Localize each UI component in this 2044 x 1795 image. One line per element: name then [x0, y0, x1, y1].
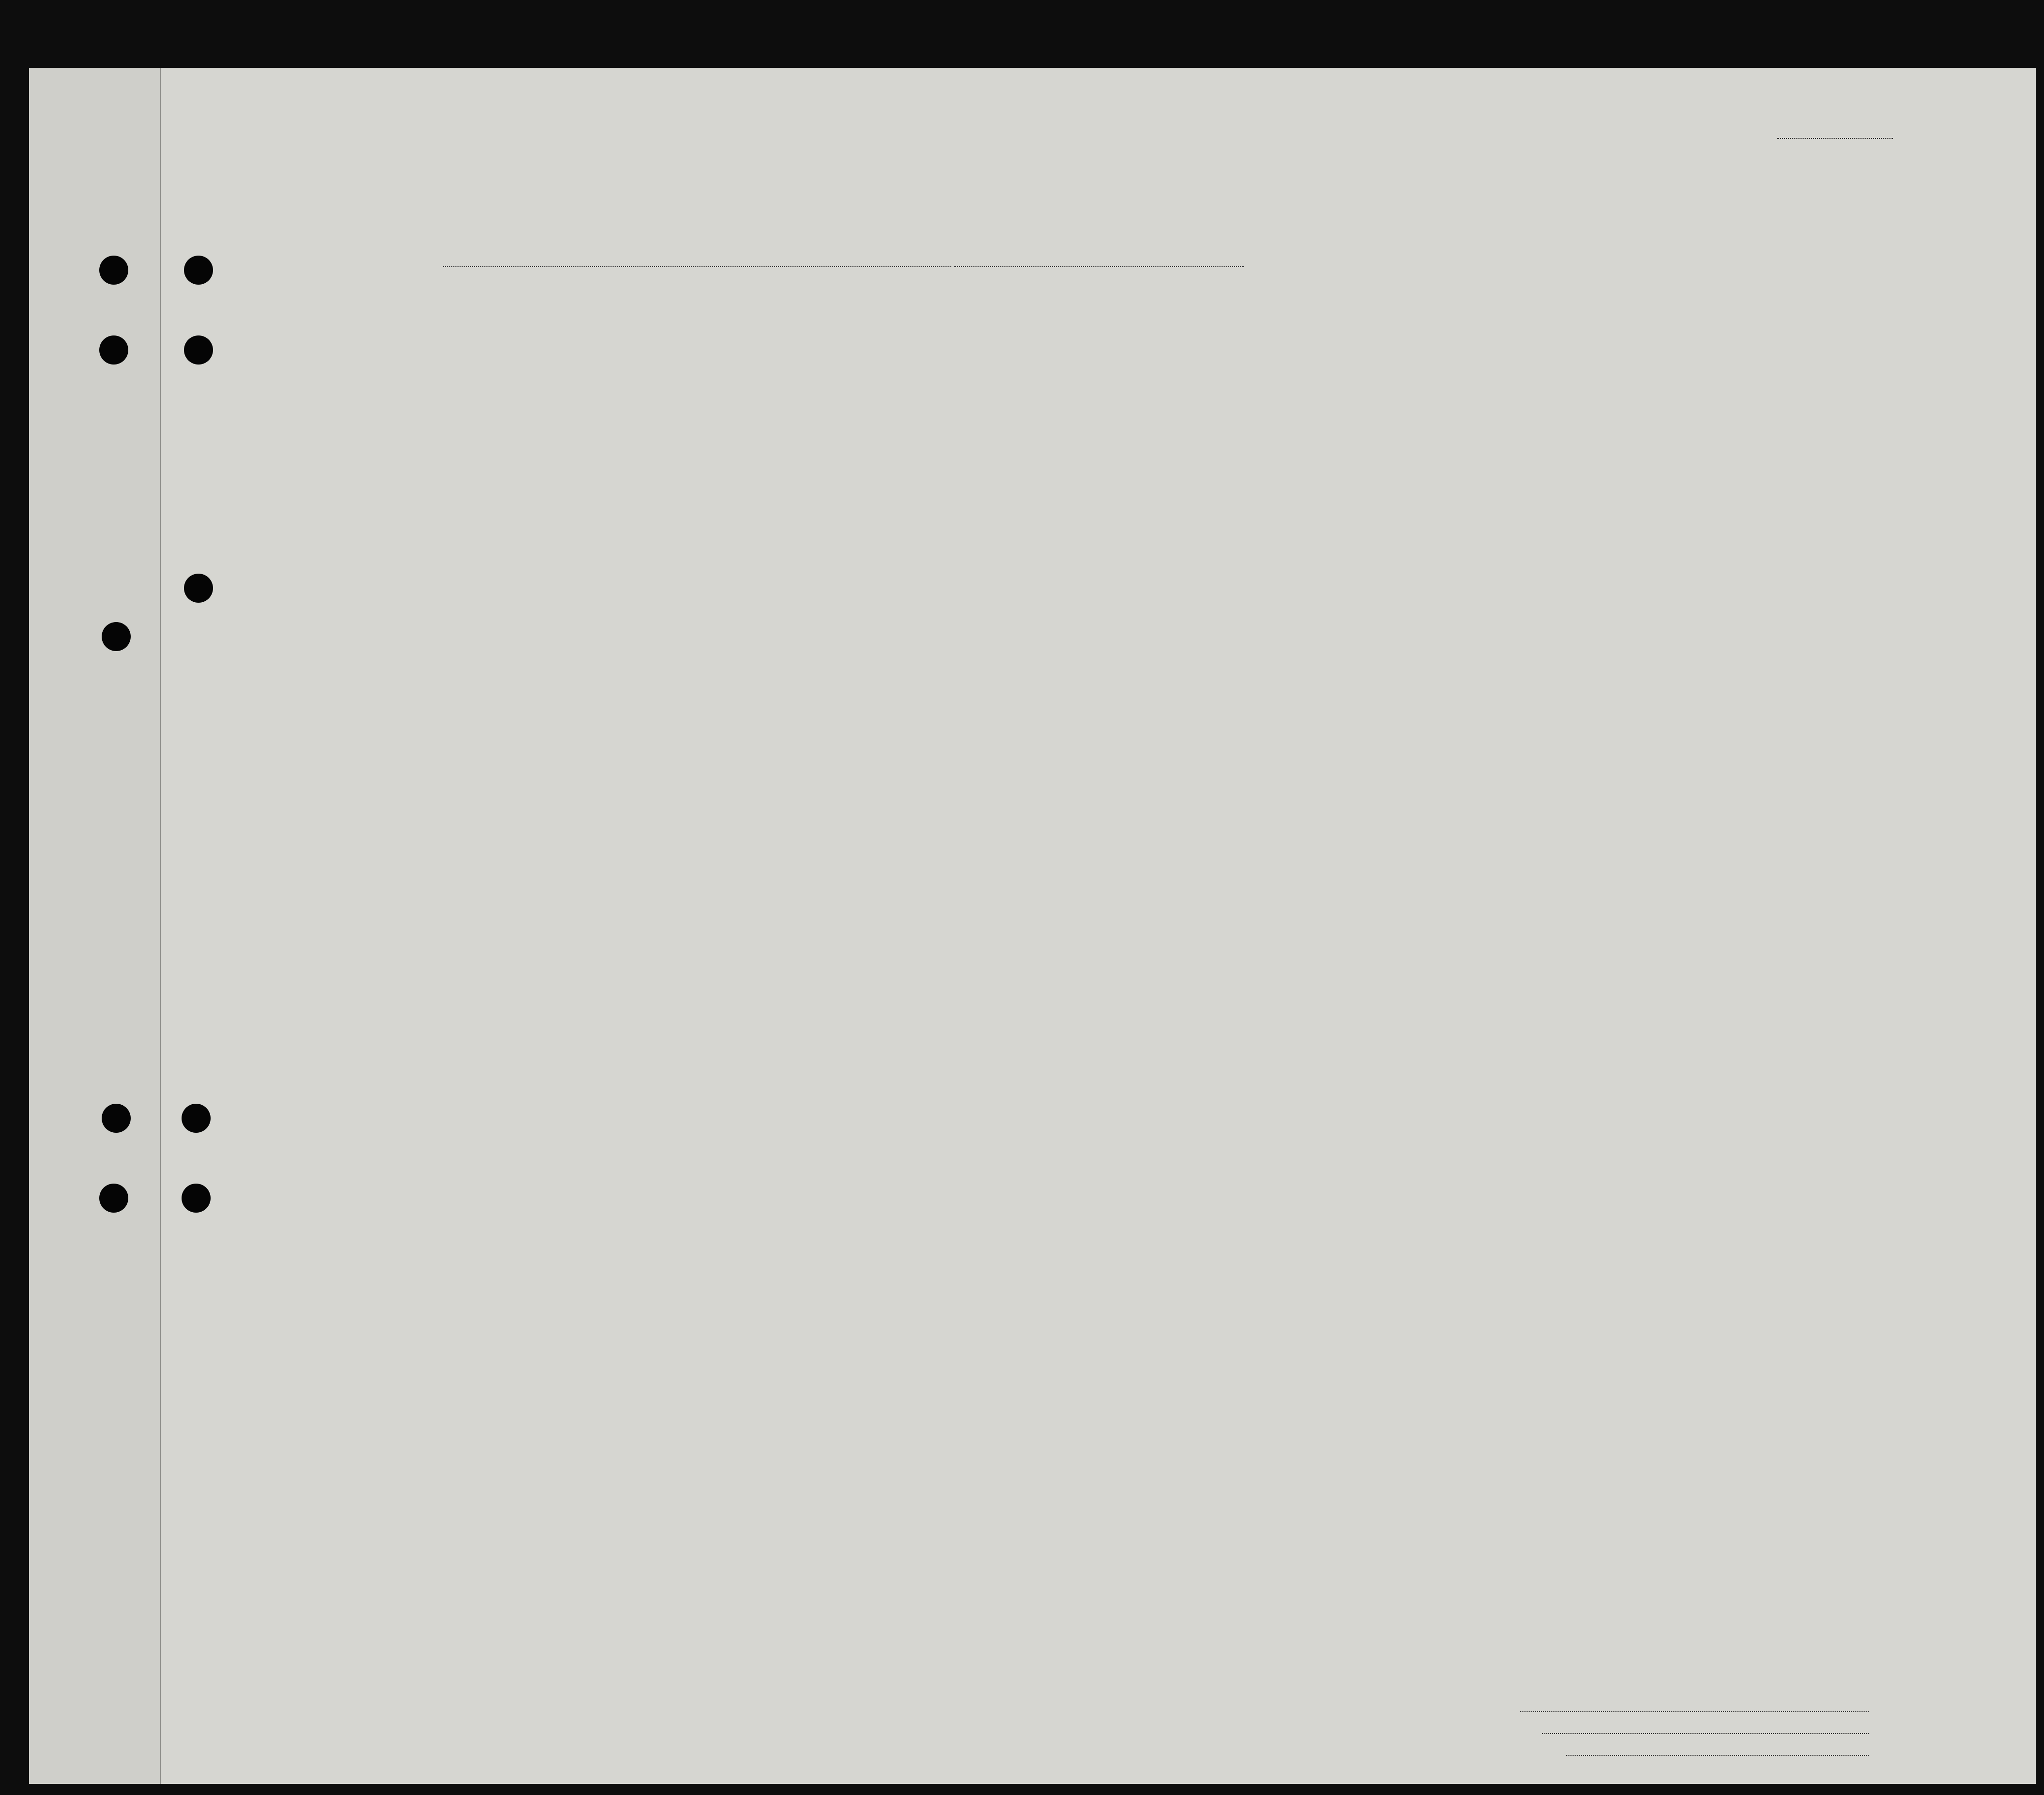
- agents-field: [1566, 1755, 1869, 1756]
- binding-hole: [99, 256, 128, 285]
- owners-field: [1542, 1733, 1869, 1734]
- binding-hole: [99, 1184, 128, 1213]
- binding-hole: [184, 335, 213, 365]
- left-page-fragment: [29, 68, 161, 1784]
- manifest-table: [228, 288, 1990, 1612]
- binding-hole: [182, 1104, 211, 1133]
- binding-hole: [184, 256, 213, 285]
- binding-hole: [99, 335, 128, 365]
- binding-hole: [102, 1104, 131, 1133]
- binding-hole: [182, 1184, 211, 1213]
- manifest-sheet: [29, 68, 2036, 1784]
- line-field: [1520, 1711, 1869, 1712]
- port-dotted-line: [443, 266, 951, 267]
- date-dotted-line: [954, 266, 1244, 267]
- list-dotted-line: [1777, 138, 1893, 139]
- binding-hole: [102, 622, 131, 651]
- binding-hole: [184, 574, 213, 603]
